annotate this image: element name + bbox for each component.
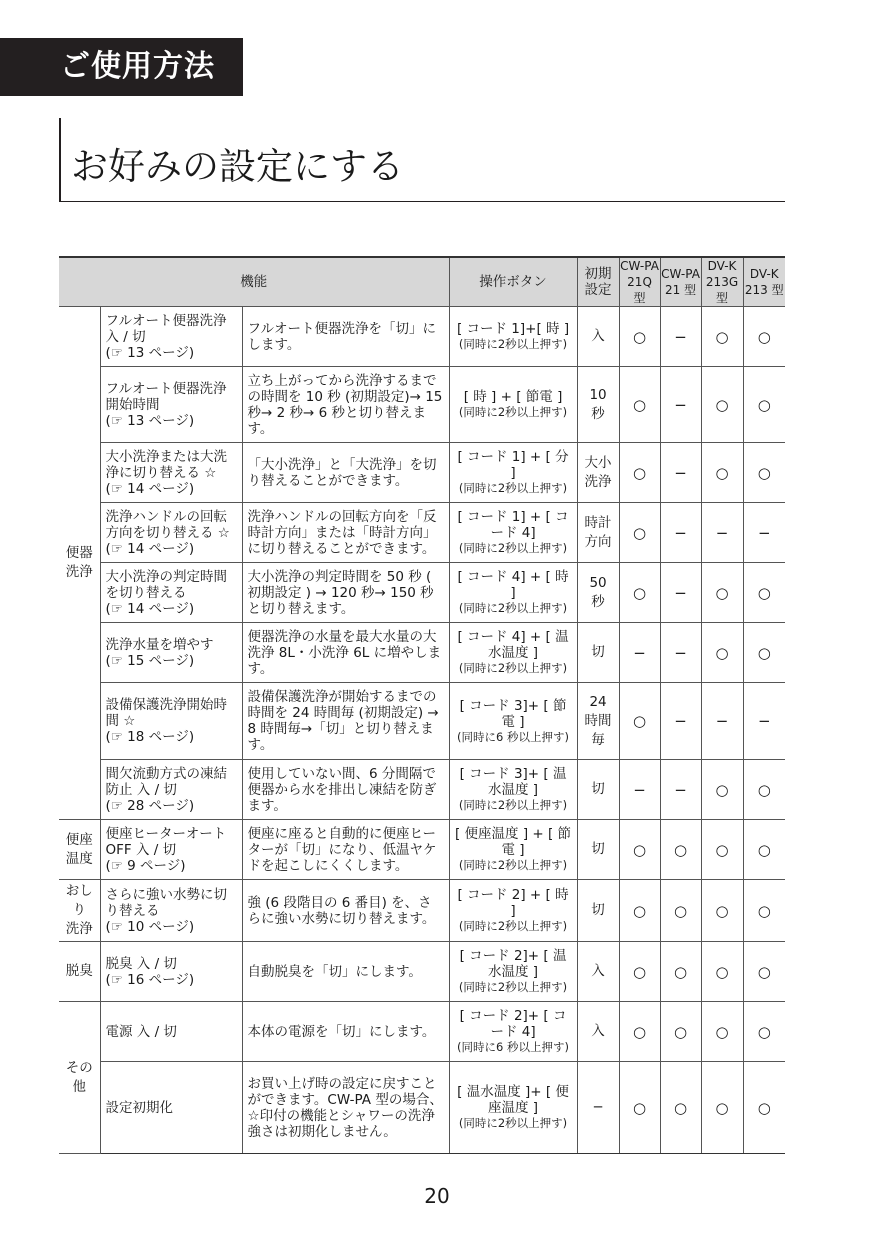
- settings-table: [59, 256, 785, 1154]
- table-row: [59, 683, 785, 760]
- function-name: 洗浄水量を増やす (☞ 15 ページ): [100, 623, 242, 683]
- category-cell: 便器 洗浄: [59, 307, 100, 820]
- model-mark: ○: [619, 563, 660, 623]
- model-mark: ○: [701, 880, 743, 942]
- default-setting: 入: [577, 1002, 619, 1062]
- model-mark: ○: [660, 880, 701, 942]
- button-combo: [ コード 1] + [ 分 ] (同時に2秒以上押す): [449, 443, 577, 503]
- function-name: フルオート便器洗浄 入 / 切 (☞ 13 ページ): [100, 307, 242, 367]
- function-name: 間欠流動方式の凍結防止 入 / 切 (☞ 28 ページ): [100, 760, 242, 820]
- model-mark: ○: [619, 503, 660, 563]
- function-description: 強 (6 段階目の 6 番目) を、さらに強い水勢に切り替えます。: [242, 880, 449, 942]
- model-mark: ○: [743, 820, 785, 880]
- model-mark: ○: [701, 1062, 743, 1154]
- model-mark: ○: [619, 820, 660, 880]
- button-combo: [ 便座温度 ] + [ 節電 ] (同時に2秒以上押す): [449, 820, 577, 880]
- model-mark: −: [619, 623, 660, 683]
- default-setting: 切: [577, 820, 619, 880]
- function-name: 電源 入 / 切: [100, 1002, 242, 1062]
- model-mark: ○: [743, 1002, 785, 1062]
- button-combo: [ コード 1]+[ 時 ] (同時に2秒以上押す): [449, 307, 577, 367]
- button-combo: [ コード 4] + [ 時 ] (同時に2秒以上押す): [449, 563, 577, 623]
- function-description: 使用していない間、6 分間隔で便器から水を排出し凍結を防ぎます。: [242, 760, 449, 820]
- model-mark: −: [701, 683, 743, 760]
- model-mark: ○: [619, 942, 660, 1002]
- page-title: お好みの設定にする: [71, 145, 404, 188]
- model-mark: −: [743, 503, 785, 563]
- model-mark: ○: [660, 1002, 701, 1062]
- model-mark: ○: [743, 760, 785, 820]
- model-mark: ○: [701, 563, 743, 623]
- function-description: 立ち上がってから洗浄するまでの時間を 10 秒 (初期設定)→ 15 秒→ 2 秒→ 6 秒と切り替えます。: [242, 367, 449, 443]
- default-setting: 50 秒: [577, 563, 619, 623]
- category-cell: その他: [59, 1002, 100, 1154]
- model-mark: ○: [619, 1062, 660, 1154]
- function-description: 便座に座ると自動的に便座ヒーターが「切」になり、低温ヤケドを起こしにくくします。: [242, 820, 449, 880]
- header-model-dv-k213: DV-K 213 型: [743, 257, 785, 307]
- model-mark: −: [660, 367, 701, 443]
- table-row: [59, 443, 785, 503]
- model-mark: ○: [701, 942, 743, 1002]
- model-mark: ○: [743, 443, 785, 503]
- function-name: 便座ヒーターオート OFF 入 / 切 (☞ 9 ページ): [100, 820, 242, 880]
- model-mark: −: [743, 683, 785, 760]
- function-description: 大小洗浄の判定時間を 50 秒 ( 初期設定 ) → 120 秒→ 150 秒と切り替えます。: [242, 563, 449, 623]
- table-row: [59, 623, 785, 683]
- button-combo: [ コード 3]+ [ 節電 ] (同時に6 秒以上押す): [449, 683, 577, 760]
- model-mark: ○: [619, 307, 660, 367]
- button-combo: [ コード 2] + [ 時 ] (同時に2秒以上押す): [449, 880, 577, 942]
- default-setting: 切: [577, 623, 619, 683]
- button-combo: [ コード 2]+ [ コード 4] (同時に6 秒以上押す): [449, 1002, 577, 1062]
- function-name: フルオート便器洗浄開始時間 (☞ 13 ページ): [100, 367, 242, 443]
- model-mark: ○: [701, 760, 743, 820]
- model-mark: ○: [660, 942, 701, 1002]
- model-mark: ○: [743, 942, 785, 1002]
- function-description: 設備保護洗浄が開始するまでの時間を 24 時間毎 (初期設定) → 8 時間毎→「切」と切り替えます。: [242, 683, 449, 760]
- header-default: 初期 設定: [577, 257, 619, 307]
- function-description: フルオート便器洗浄を「切」にします。: [242, 307, 449, 367]
- model-mark: −: [619, 760, 660, 820]
- function-description: 自動脱臭を「切」にします。: [242, 942, 449, 1002]
- header-model-cw-pa21q: CW-PA 21Q 型: [620, 259, 659, 305]
- model-mark: ○: [743, 880, 785, 942]
- function-name: 脱臭 入 / 切 (☞ 16 ページ): [100, 942, 242, 1002]
- model-mark: ○: [701, 820, 743, 880]
- table-row: [59, 760, 785, 820]
- table-row: [59, 563, 785, 623]
- default-setting: 10 秒: [577, 367, 619, 443]
- button-combo: [ コード 4] + [ 温水温度 ] (同時に2秒以上押す): [449, 623, 577, 683]
- function-name: 設定初期化: [100, 1062, 242, 1154]
- default-setting: 入: [577, 942, 619, 1002]
- table-row: [59, 307, 785, 367]
- function-name: 洗浄ハンドルの回転方向を切り替える ☆ (☞ 14 ページ): [100, 503, 242, 563]
- table-row: [59, 1062, 785, 1154]
- table-row: [59, 880, 785, 942]
- category-cell: おしり 洗浄: [59, 880, 100, 942]
- function-description: 「大小洗浄」と「大洗浄」を切り替えることができます。: [242, 443, 449, 503]
- model-mark: −: [660, 563, 701, 623]
- model-mark: ○: [619, 880, 660, 942]
- function-description: お買い上げ時の設定に戻すことができます。CW-PA 型の場合、☆印付の機能とシャワーの洗浄強さは初期化しません。: [242, 1062, 449, 1154]
- default-setting: 切: [577, 760, 619, 820]
- table-row: [59, 1002, 785, 1062]
- function-description: 洗浄ハンドルの回転方向を「反時計方向」または「時計方向」に切り替えることができます。: [242, 503, 449, 563]
- button-combo: [ コード 3]+ [ 温水温度 ] (同時に2秒以上押す): [449, 760, 577, 820]
- button-combo: [ 温水温度 ]+ [ 便座温度 ] (同時に2秒以上押す): [449, 1062, 577, 1154]
- header-function: 機能: [59, 257, 449, 307]
- table-row: [59, 942, 785, 1002]
- model-mark: ○: [701, 307, 743, 367]
- model-mark: −: [701, 503, 743, 563]
- title-bar: [59, 118, 785, 202]
- table-row: [59, 503, 785, 563]
- model-mark: ○: [743, 623, 785, 683]
- section-tab: ご使用方法: [0, 38, 243, 96]
- function-name: さらに強い水勢に切り替える (☞ 10 ページ): [100, 880, 242, 942]
- function-description: 本体の電源を「切」にします。: [242, 1002, 449, 1062]
- model-mark: −: [660, 443, 701, 503]
- button-combo: [ コード 1] + [ コード 4] (同時に2秒以上押す): [449, 503, 577, 563]
- model-mark: −: [660, 683, 701, 760]
- page-number: 20: [424, 1184, 450, 1208]
- function-name: 大小洗浄または大洗浄に切り替える ☆ (☞ 14 ページ): [100, 443, 242, 503]
- model-mark: ○: [660, 820, 701, 880]
- table-row: [59, 367, 785, 443]
- model-mark: ○: [743, 307, 785, 367]
- button-combo: [ コード 2]+ [ 温水温度 ] (同時に2秒以上押す): [449, 942, 577, 1002]
- default-setting: 24 時間毎: [577, 683, 619, 760]
- default-setting: 切: [577, 880, 619, 942]
- model-mark: −: [660, 760, 701, 820]
- model-mark: −: [660, 623, 701, 683]
- default-setting: 大小洗浄: [577, 443, 619, 503]
- button-combo: [ 時 ] + [ 節電 ] (同時に2秒以上押す): [449, 367, 577, 443]
- model-mark: ○: [619, 1002, 660, 1062]
- model-mark: ○: [743, 563, 785, 623]
- model-mark: ○: [660, 1062, 701, 1154]
- model-mark: −: [660, 503, 701, 563]
- model-mark: ○: [619, 683, 660, 760]
- model-mark: ○: [701, 443, 743, 503]
- model-mark: ○: [743, 367, 785, 443]
- header-button: 操作ボタン: [449, 257, 577, 307]
- default-setting: 時計方向: [577, 503, 619, 563]
- function-description: 便器洗浄の水量を最大水量の大洗浄 8L・小洗浄 6L に増やします。: [242, 623, 449, 683]
- model-mark: ○: [701, 367, 743, 443]
- model-mark: −: [660, 307, 701, 367]
- header-row: [59, 257, 785, 307]
- default-setting: 入: [577, 307, 619, 367]
- model-mark: ○: [701, 623, 743, 683]
- model-mark: ○: [619, 367, 660, 443]
- category-cell: 脱臭: [59, 942, 100, 1002]
- model-mark: ○: [619, 443, 660, 503]
- function-name: 大小洗浄の判定時間を切り替える (☞ 14 ページ): [100, 563, 242, 623]
- model-mark: ○: [743, 1062, 785, 1154]
- header-model-cw-pa21: CW-PA 21 型: [660, 257, 701, 307]
- default-setting: −: [577, 1062, 619, 1154]
- header-model-dv-k213g: DV-K 213G 型: [701, 257, 743, 307]
- model-mark: ○: [701, 1002, 743, 1062]
- function-name: 設備保護洗浄開始時間 ☆ (☞ 18 ページ): [100, 683, 242, 760]
- category-cell: 便座 温度: [59, 820, 100, 880]
- table-row: [59, 820, 785, 880]
